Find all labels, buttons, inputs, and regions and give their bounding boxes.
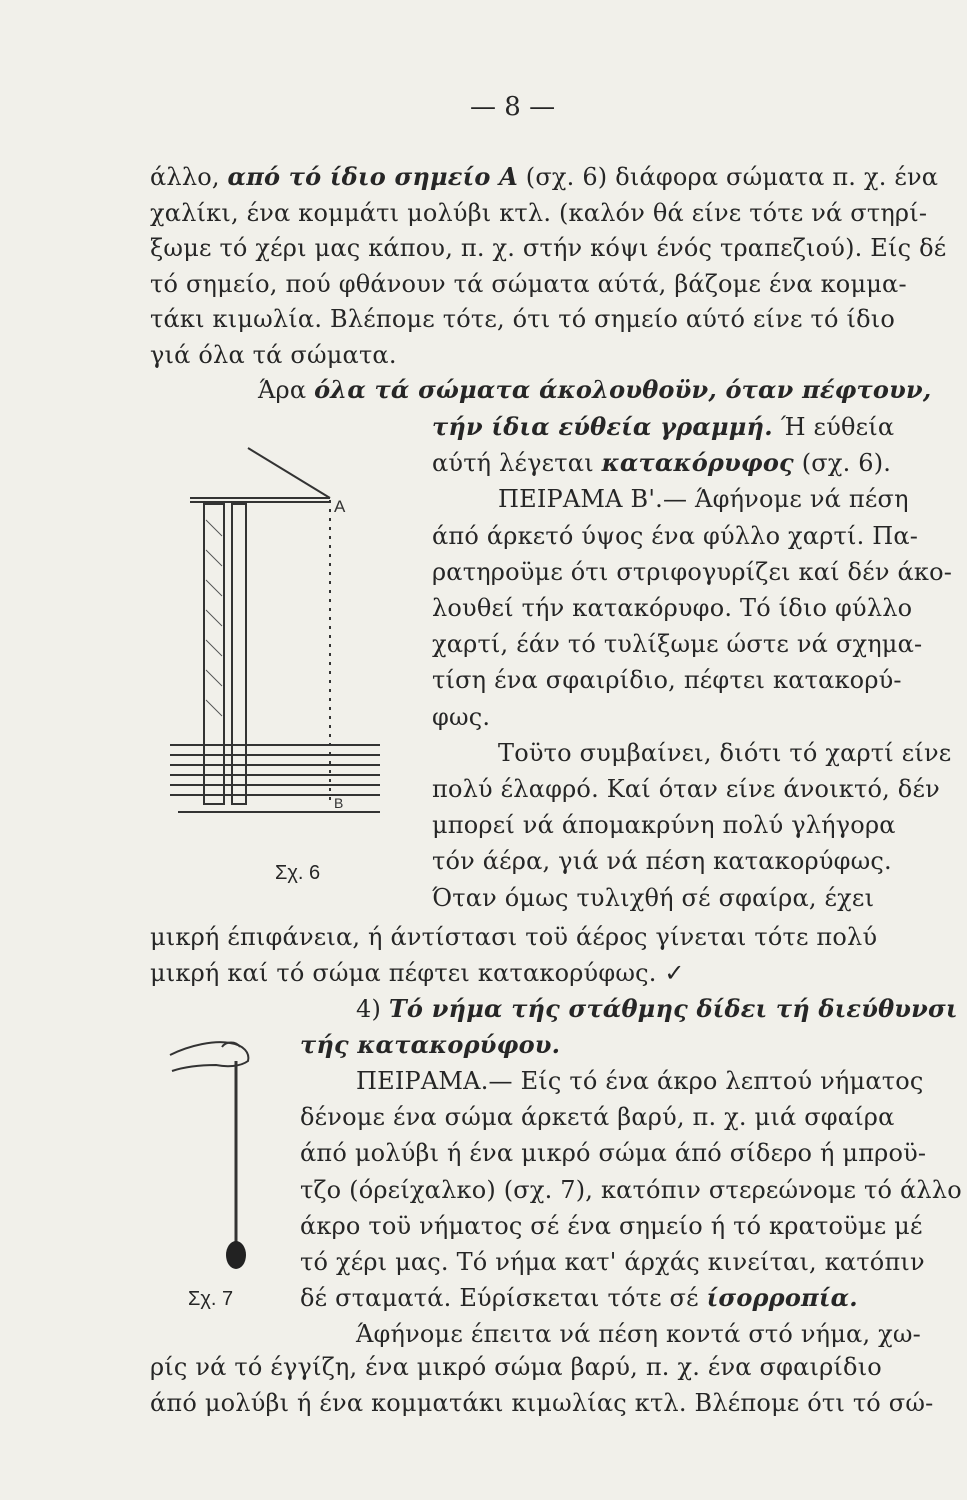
text-span: άπό άρκετό ύψος ένα φύλλο χαρτί. Πα- <box>432 521 919 550</box>
text-span: μικρή καί τό σώμα πέφτει κατακορύφως. ✓ <box>150 959 685 987</box>
emphasis-text: όλα τά σώματα άκολουθοϋν, όταν πέφτουν, <box>314 375 932 404</box>
text-span: Άρα <box>258 376 315 404</box>
text-span: ξωμε τό χέρι μας κάπου, π. χ. στήν κόψι ένός τραπεζιού). Είς δέ <box>150 234 947 262</box>
text-line <box>432 774 950 804</box>
text-line <box>150 1388 950 1418</box>
text-span: πολύ έλαφρό. Καί όταν είνε άνοικτό, δέν <box>432 775 940 803</box>
text-line <box>300 1283 950 1313</box>
text-span: αύτή λέγεται <box>432 449 602 478</box>
text-span: ρατηροϋμε ότι στριφογυρίζει καί δέν άκο- <box>432 557 953 586</box>
text-span: ρίς νά τό έγγίζη, ένα μικρό σώμα βαρύ, π. χ. ένα σφαιρίδιο <box>150 1353 882 1381</box>
text-line <box>498 738 950 768</box>
text-line <box>356 994 958 1024</box>
text-span: χαρτί, έάν τό τυλίξωμε ώστε νά σχημα- <box>432 630 923 659</box>
text-span: χαλίκι, ένα κομμάτι μολύβι κτλ. (καλόν θά είνε τότε νά στηρί- <box>150 198 928 227</box>
text-line <box>258 375 950 405</box>
text-line <box>432 448 950 478</box>
text-span: άλλο, <box>150 163 228 191</box>
table-leg-left <box>204 504 224 804</box>
text-span: δένομε ένα σώμα άρκετά βαρύ, π. χ. μιά σφαίρα <box>300 1103 895 1132</box>
text-line <box>150 162 950 192</box>
text-line <box>300 1138 950 1168</box>
text-span: γιά όλα τά σώματα. <box>150 340 397 369</box>
text-line <box>432 665 950 695</box>
text-span: άπό μολύβι ή ένα μικρό σώμα άπό σίδερο ή μπροϋ- <box>300 1139 927 1168</box>
text-line <box>150 233 950 263</box>
text-line <box>432 883 950 913</box>
text-span: τάκι κιμωλία. Βλέπομε τότε, ότι τό σημείο αύτό είνε τό ίδιο <box>150 305 895 333</box>
text-span: ΠΕΙΡΑΜΑ Β'.— Άφήνομε νά πέση <box>498 485 909 514</box>
text-span: τό χέρι μας. Τό νήμα κατ' άρχάς κινείται, κατόπιν <box>300 1248 925 1276</box>
text-line <box>300 1102 950 1132</box>
text-span: φως. <box>432 702 491 731</box>
emphasis-text: τήν ίδια εύθεία γραμμή. <box>432 412 773 441</box>
text-line <box>300 1175 962 1205</box>
text-span: Τοϋτο συμβαίνει, διότι τό χαρτί είνε <box>498 738 952 767</box>
text-line <box>150 958 950 988</box>
page-number: — 8 — <box>470 92 556 122</box>
hand-pointer-line <box>248 448 330 498</box>
text-line <box>356 1319 950 1349</box>
text-line <box>150 198 950 228</box>
text-line <box>432 846 950 876</box>
text-span: τόν άέρα, γιά νά πέση κατακορύφως. <box>432 847 892 876</box>
text-span: 4) <box>356 995 389 1023</box>
emphasis-text: από τό ίδιο σημείο Α <box>227 162 518 191</box>
text-span: Ή εύθεία <box>772 413 895 441</box>
figure-7-caption: Σχ. 7 <box>188 1288 234 1310</box>
text-line <box>150 340 950 370</box>
emphasis-text: κατακόρυφος <box>601 448 794 478</box>
figure-6-caption: Σχ. 6 <box>275 862 321 884</box>
emphasis-text: τής κατακορύφου. <box>300 1030 561 1059</box>
plumb-bob <box>226 1241 246 1269</box>
text-line <box>432 810 950 840</box>
text-line <box>432 702 950 732</box>
emphasis-text: Τό νήμα τής στάθμης δίδει τή διεύθυνσι <box>388 994 958 1023</box>
text-line <box>432 629 950 659</box>
text-line <box>150 304 950 334</box>
text-span: (σχ. 6). <box>793 449 892 478</box>
table-leg-right <box>232 504 246 804</box>
text-span: μικρή έπιφάνεια, ή άντίστασι τοϋ άέρος γίνεται τότε πολύ <box>150 923 878 951</box>
text-span: δέ σταματά. Εύρίσκεται τότε σέ <box>300 1284 707 1313</box>
text-line <box>300 1030 950 1060</box>
text-line <box>150 269 950 299</box>
text-line <box>432 521 950 551</box>
text-span: μπορεί νά άπομακρύνη πολύ γλήγορα <box>432 811 896 840</box>
text-span: λουθεί τήν κατακόρυφο. Τό ίδιο φύλλο <box>432 594 913 622</box>
text-line <box>300 1211 950 1241</box>
figure-7-illustration <box>160 1025 270 1295</box>
text-span: τζο (όρείχαλκο) (σχ. 7), κατόπιν στερεώνομε τό άλλο <box>300 1175 962 1204</box>
text-span: ΠΕΙΡΑΜΑ.— Είς τό ένα άκρο λεπτού νήματος <box>356 1067 924 1095</box>
text-span: Όταν όμως τυλιχθή σέ σφαίρα, έχει <box>432 883 875 912</box>
text-line <box>432 412 950 442</box>
text-span: τίση ένα σφαιρίδιο, πέφτει κατακορύ- <box>432 666 902 695</box>
text-line <box>150 1352 950 1382</box>
text-line <box>356 1066 950 1096</box>
text-line <box>432 557 953 587</box>
text-span: άκρο τοϋ νήματος σέ ένα σημείο ή τό κρατοϋμε μέ <box>300 1211 923 1240</box>
text-line <box>150 922 950 952</box>
text-line <box>300 1247 950 1277</box>
text-line <box>498 484 950 514</box>
text-span: άπό μολύβι ή ένα κομματάκι κιμωλίας κτλ. Βλέπομε ότι τό σώ- <box>150 1389 934 1417</box>
figure-6-illustration <box>170 440 400 840</box>
point-b-label: B <box>334 795 344 811</box>
text-span: Άφήνομε έπειτα νά πέση κοντά στό νήμα, χω- <box>356 1320 921 1349</box>
text-line <box>432 593 950 623</box>
text-span: τό σημείο, πού φθάνουν τά σώματα αύτά, βάζομε ένα κομμα- <box>150 269 907 298</box>
point-a-label: A <box>334 497 346 516</box>
emphasis-text: ίσορροπία. <box>706 1283 858 1313</box>
text-span: (σχ. 6) διάφορα σώματα π. χ. ένα <box>517 163 939 191</box>
